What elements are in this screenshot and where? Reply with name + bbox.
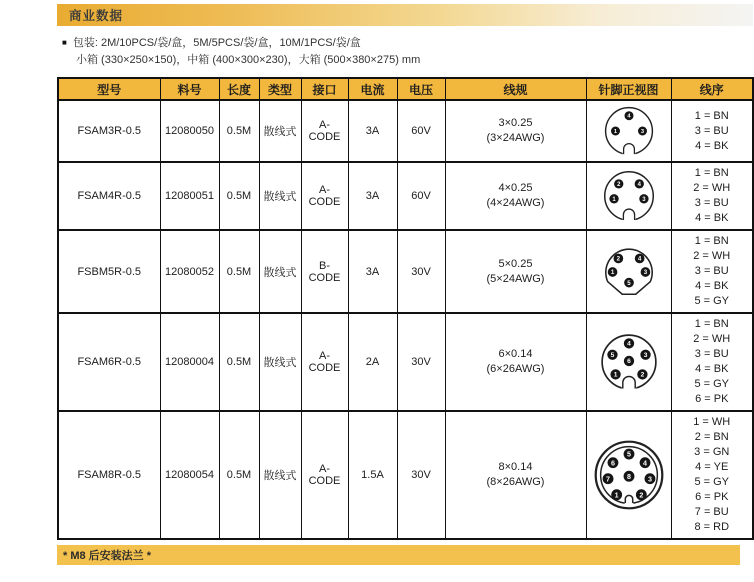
- svg-text:3: 3: [647, 475, 652, 484]
- table-header-row: [58, 78, 753, 100]
- cell-length: 0.5M: [219, 100, 259, 162]
- cell-interface: A-CODE: [301, 100, 348, 162]
- cell-part_no: 12080052: [160, 230, 219, 313]
- wire-sequence-line: 6 = PK: [695, 491, 729, 503]
- cell-pin-front-view: [586, 313, 671, 411]
- product-spec-table: [57, 77, 754, 540]
- wire-sequence-line: 1 = BN: [694, 235, 729, 247]
- wire-gauge-line: (5×24AWG): [486, 272, 545, 285]
- cell-wire-sequence: [671, 230, 753, 313]
- cell-wire-sequence: [671, 100, 753, 162]
- cell-current: 1.5A: [348, 411, 397, 539]
- table-row: [58, 411, 753, 539]
- cell-part_no: 12080004: [160, 313, 219, 411]
- pin-front-view-diagram: [600, 243, 658, 301]
- svg-text:4: 4: [626, 340, 631, 348]
- cell-wire-sequence: [671, 313, 753, 411]
- svg-text:4: 4: [626, 113, 631, 120]
- cell-type: 散线式: [259, 230, 301, 313]
- wire-sequence-line: 6 = PK: [695, 393, 729, 405]
- svg-text:5: 5: [626, 279, 631, 287]
- wire-gauge-line: 5×0.25: [498, 257, 533, 270]
- column-header-length: 长度: [219, 78, 259, 100]
- cell-wire-gauge: [445, 313, 586, 411]
- svg-text:3: 3: [641, 196, 646, 203]
- wire-gauge-line: (6×26AWG): [486, 363, 545, 375]
- packaging-info: [57, 35, 753, 69]
- wire-gauge-line: 8×0.14: [498, 461, 533, 473]
- cell-current: 3A: [348, 230, 397, 313]
- cell-model: FSBM5R-0.5: [58, 230, 160, 313]
- column-header-current: 电流: [348, 78, 397, 100]
- wire-sequence-line: 2 = WH: [693, 250, 731, 262]
- wire-gauge-line: 3×0.25: [498, 117, 533, 129]
- cell-interface: A-CODE: [301, 411, 348, 539]
- svg-text:1: 1: [611, 196, 616, 203]
- cell-pin-front-view: [586, 411, 671, 539]
- cell-interface: A-CODE: [301, 313, 348, 411]
- svg-text:3: 3: [640, 128, 644, 135]
- svg-text:6: 6: [610, 459, 615, 468]
- cell-wire-gauge: [445, 100, 586, 162]
- cell-voltage: 30V: [397, 313, 445, 411]
- section-title-bar: [57, 4, 753, 26]
- svg-text:4: 4: [637, 255, 641, 263]
- wire-sequence-line: 3 = GN: [694, 446, 730, 458]
- wire-sequence-line: 3 = BU: [694, 348, 729, 360]
- svg-text:4: 4: [642, 459, 647, 468]
- cell-wire-gauge: [445, 162, 586, 230]
- pin-front-view-diagram: [601, 168, 657, 224]
- cell-model: FSAM8R-0.5: [58, 411, 160, 539]
- wire-gauge-line: (8×26AWG): [486, 476, 545, 488]
- wire-sequence-line: 3 = BU: [694, 197, 729, 209]
- svg-text:1: 1: [614, 491, 619, 500]
- cell-type: 散线式: [259, 411, 301, 539]
- cell-voltage: 60V: [397, 162, 445, 230]
- wire-gauge-line: 6×0.14: [498, 348, 533, 360]
- pin-front-view-diagram: [592, 438, 666, 512]
- cell-wire-gauge: [445, 230, 586, 313]
- wire-sequence-line: 2 = WH: [693, 333, 731, 345]
- svg-text:5: 5: [626, 450, 631, 459]
- wire-sequence-line: 1 = WH: [693, 416, 731, 428]
- cell-length: 0.5M: [219, 313, 259, 411]
- wire-sequence-line: 4 = BK: [695, 280, 729, 292]
- wire-sequence-line: 5 = GY: [694, 378, 730, 390]
- wire-sequence-line: 7 = BU: [694, 506, 729, 518]
- svg-text:1: 1: [610, 268, 614, 276]
- wire-sequence-line: 4 = BK: [695, 363, 729, 375]
- wire-sequence-line: 3 = BU: [694, 124, 729, 137]
- table-row: [58, 313, 753, 411]
- square-bullet-icon: ■: [62, 38, 67, 47]
- cell-current: 2A: [348, 313, 397, 411]
- pin-front-view-diagram: [598, 331, 660, 393]
- footer-note-bar: [57, 545, 740, 565]
- cell-wire-sequence: [671, 411, 753, 539]
- svg-text:1: 1: [613, 371, 617, 379]
- cell-length: 0.5M: [219, 411, 259, 539]
- packaging-line2: 小箱 (330×250×150)，中箱 (400×300×230)，大箱 (500×380×275) mm: [76, 54, 421, 66]
- svg-text:2: 2: [616, 255, 620, 263]
- cell-voltage: 30V: [397, 230, 445, 313]
- column-header-voltage: 电压: [397, 78, 445, 100]
- cell-model: FSAM4R-0.5: [58, 162, 160, 230]
- cell-pin-front-view: [586, 230, 671, 313]
- cell-wire-sequence: [671, 162, 753, 230]
- cell-part_no: 12080050: [160, 100, 219, 162]
- wire-sequence-line: 1 = BN: [694, 109, 729, 122]
- cell-pin-front-view: [586, 100, 671, 162]
- cell-pin-front-view: [586, 162, 671, 230]
- pin-front-view-diagram: [602, 104, 656, 158]
- svg-text:3: 3: [643, 268, 647, 276]
- cell-voltage: 30V: [397, 411, 445, 539]
- table-row: [58, 100, 753, 162]
- svg-text:5: 5: [610, 352, 614, 360]
- wire-sequence-line: 4 = BK: [695, 139, 729, 152]
- cell-current: 3A: [348, 162, 397, 230]
- wire-sequence-line: 2 = WH: [693, 182, 731, 194]
- svg-text:6: 6: [626, 358, 631, 366]
- wire-sequence-line: 4 = YE: [695, 461, 729, 473]
- packaging-line1: [62, 35, 753, 52]
- cell-model: FSAM6R-0.5: [58, 313, 160, 411]
- column-header-pin_view: 针脚正视图: [586, 78, 671, 100]
- wire-gauge-line: 4×0.25: [498, 182, 533, 194]
- cell-length: 0.5M: [219, 230, 259, 313]
- wire-sequence-line: 1 = BN: [694, 318, 729, 330]
- table-row: [58, 162, 753, 230]
- svg-text:3: 3: [643, 352, 647, 360]
- svg-text:1: 1: [613, 128, 617, 135]
- cell-part_no: 12080051: [160, 162, 219, 230]
- section-title: 商业数据: [69, 9, 124, 23]
- table-row: [58, 230, 753, 313]
- column-header-part_no: 料号: [160, 78, 219, 100]
- wire-gauge-line: (4×24AWG): [486, 197, 545, 209]
- cell-length: 0.5M: [219, 162, 259, 230]
- cell-wire-gauge: [445, 411, 586, 539]
- wire-sequence-line: 5 = GY: [694, 295, 730, 307]
- column-header-wire_gauge: 线规: [445, 78, 586, 100]
- footer-note: * M8 后安装法兰 *: [63, 550, 152, 562]
- cell-voltage: 60V: [397, 100, 445, 162]
- datasheet-page: [57, 0, 753, 565]
- column-header-type: 类型: [259, 78, 301, 100]
- cell-type: 散线式: [259, 313, 301, 411]
- cell-current: 3A: [348, 100, 397, 162]
- cell-type: 散线式: [259, 100, 301, 162]
- cell-interface: A-CODE: [301, 162, 348, 230]
- svg-text:2: 2: [640, 371, 644, 379]
- svg-text:4: 4: [637, 181, 641, 188]
- wire-gauge-line: (3×24AWG): [486, 132, 545, 144]
- cell-model: FSAM3R-0.5: [58, 100, 160, 162]
- packaging-line1-text: 包装: 2M/10PCS/袋/盒，5M/5PCS/袋/盒，10M/1PCS/袋/盒: [72, 37, 361, 49]
- wire-sequence-line: 2 = BN: [694, 431, 729, 443]
- wire-sequence-line: 1 = BN: [694, 167, 729, 179]
- column-header-model: 型号: [58, 78, 160, 100]
- wire-sequence-line: 4 = BK: [695, 212, 729, 224]
- svg-text:2: 2: [616, 181, 620, 188]
- cell-part_no: 12080054: [160, 411, 219, 539]
- svg-text:7: 7: [605, 475, 610, 484]
- wire-sequence-line: 8 = RD: [694, 521, 730, 533]
- svg-text:2: 2: [638, 491, 643, 500]
- cell-type: 散线式: [259, 162, 301, 230]
- cell-interface: B-CODE: [301, 230, 348, 313]
- svg-text:8: 8: [626, 472, 631, 481]
- column-header-wire_sequence: 线序: [671, 78, 753, 100]
- column-header-interface: 接口: [301, 78, 348, 100]
- wire-sequence-line: 5 = GY: [694, 476, 730, 488]
- wire-sequence-line: 3 = BU: [694, 265, 729, 277]
